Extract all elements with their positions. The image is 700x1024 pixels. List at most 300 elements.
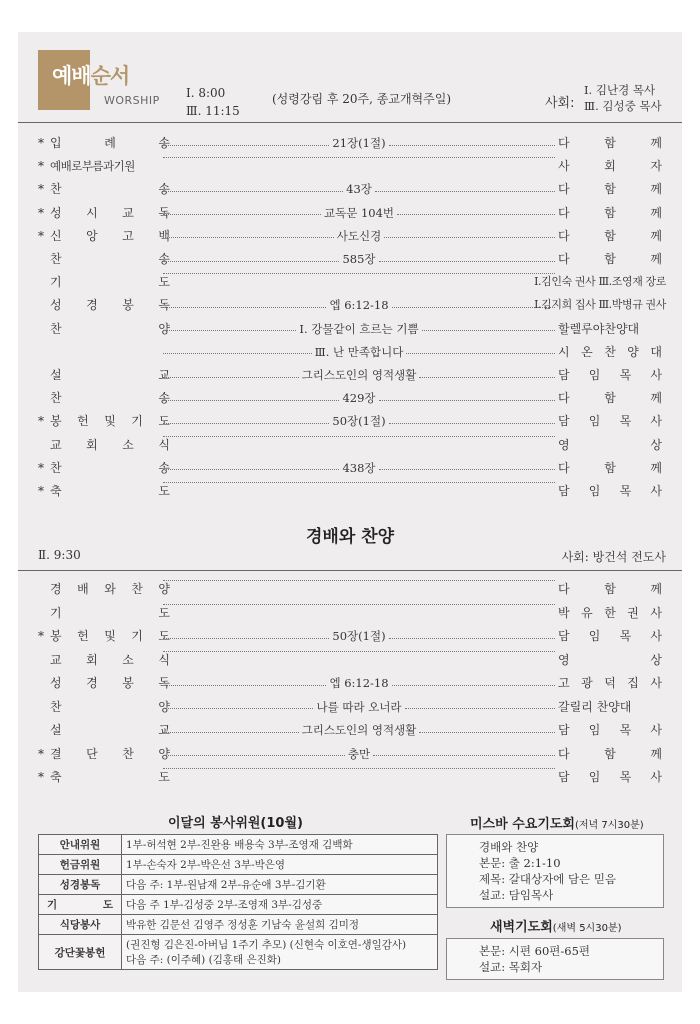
leader-dots — [163, 214, 321, 215]
item-name-char: 식 — [158, 652, 170, 667]
item-name-char: 양 — [158, 582, 170, 596]
item-name-char: 교 — [158, 368, 170, 382]
item-detail — [163, 672, 555, 694]
item-detail — [163, 743, 555, 765]
item-leader — [558, 578, 662, 600]
item-detail — [163, 318, 555, 340]
required-mark: * — [38, 460, 44, 475]
item-leader-char: 사 — [650, 676, 662, 690]
list-item — [18, 719, 682, 741]
item-name-char: 찬 — [50, 699, 62, 714]
volunteer-names: 박유한 김문선 김영주 정성훈 기남숙 윤설희 김미정 — [122, 915, 438, 935]
dawn-prayer-box — [446, 938, 664, 980]
item-name-char: 백 — [158, 228, 170, 243]
list-item — [18, 578, 682, 600]
item-name-char: 경 — [50, 582, 62, 596]
item-name-char: 도 — [158, 484, 170, 498]
leader-dots — [163, 330, 296, 331]
item-leader-char: 영 — [558, 437, 570, 452]
item-detail-text: 438장 — [342, 460, 376, 475]
item-leader-char: 사 — [650, 629, 662, 643]
leader-dots — [163, 708, 313, 709]
list-item — [18, 155, 682, 177]
item-leader — [558, 743, 662, 765]
item-detail — [163, 341, 555, 363]
item-name-char: 고 — [122, 228, 134, 243]
item-leader-char: 고 — [558, 676, 570, 690]
section2-time: Ⅱ. 9:30 — [38, 548, 81, 562]
leader-dots — [163, 638, 329, 639]
item-name — [50, 294, 170, 316]
item-leader-char: 다 — [558, 252, 570, 266]
list-item — [18, 271, 682, 293]
item-detail-text: 그리스도인의 영적생활 — [301, 368, 417, 382]
item-leader-char: 담 — [558, 484, 570, 498]
item-leader — [558, 248, 662, 270]
item-leader-char: 상 — [650, 652, 662, 667]
item-leader — [558, 457, 662, 479]
item-detail-text: 50장(1절) — [332, 414, 386, 429]
item-name — [50, 625, 170, 647]
item-name-char: 독 — [158, 298, 170, 313]
leader-dots — [389, 145, 555, 146]
item-leader — [558, 719, 662, 741]
volunteer-role: 헌금위원 — [39, 855, 122, 875]
item-detail — [163, 434, 555, 435]
item-name-char: 봉 — [50, 414, 62, 429]
item-detail-text: 그리스도인의 영적생활 — [301, 723, 417, 737]
item-name-char: 신 — [50, 228, 62, 243]
item-detail — [163, 410, 555, 432]
item-name-char: 시 — [86, 205, 98, 220]
item-leader-char: 다 — [558, 391, 570, 406]
leader-dots — [163, 261, 339, 262]
item-name-char: 기 — [131, 414, 143, 429]
service-time-1: Ⅰ. 8:00 — [186, 86, 226, 100]
dawn-line: 설교: 목회자 — [479, 960, 543, 974]
item-name — [50, 743, 170, 765]
list-item — [18, 743, 682, 765]
required-mark: * — [38, 136, 44, 150]
volunteer-role: 기 도 — [39, 895, 122, 915]
item-leader-char: 시 — [558, 344, 570, 359]
leader-dots — [405, 708, 555, 709]
item-name-char: 설 — [50, 723, 62, 737]
volunteer-role: 식당봉사 — [39, 915, 122, 935]
volunteer-names: 다음 주: 1부-원남재 2부-유순애 3부-김기환 — [122, 875, 438, 895]
item-leader-char: 임 — [588, 723, 601, 737]
leader-dots — [163, 237, 334, 238]
table-row — [39, 835, 438, 855]
item-leader-char: 한 — [604, 605, 616, 620]
item-leader-char: 찬 — [604, 344, 616, 359]
item-name — [50, 225, 170, 247]
item-leader-char: 유 — [581, 605, 593, 620]
item-leader-char: 영 — [558, 652, 570, 667]
leader-dots — [163, 307, 326, 308]
item-detail — [163, 155, 555, 156]
list-item — [18, 387, 682, 409]
item-detail-text: 429장 — [342, 391, 376, 406]
item-leader-char: 께 — [650, 391, 662, 406]
list-item — [18, 248, 682, 270]
item-name — [50, 248, 170, 270]
item-leader-char: 께 — [650, 136, 662, 150]
item-leader-char: 께 — [650, 228, 662, 243]
item-detail-text: 충만 — [347, 746, 371, 761]
item-leader-char: 다 — [558, 460, 570, 475]
item-leader-char: 온 — [581, 344, 593, 359]
item-leader-char: 담 — [558, 414, 570, 429]
item-name — [50, 457, 170, 479]
item-detail-text: 나를 따라 오너라 — [316, 699, 402, 714]
item-leader — [558, 225, 662, 247]
item-name-char: 기 — [50, 275, 62, 290]
item-leader-char: 담 — [558, 723, 570, 737]
leader-dots — [163, 157, 555, 158]
item-leader-char: 갈릴리 찬양대 — [558, 699, 632, 714]
item-name-char: 회 — [86, 437, 98, 452]
item-detail-text: 21장(1절) — [332, 136, 386, 150]
item-name-char: 봉 — [122, 676, 134, 690]
leader-names: Ⅰ. 김난경 목사 Ⅲ. 김성중 목사 — [584, 83, 662, 113]
item-leader-char: 목 — [619, 368, 632, 382]
item-detail-text: 50장(1절) — [332, 629, 386, 643]
item-detail — [163, 248, 555, 270]
item-detail — [163, 649, 555, 650]
item-name — [50, 387, 170, 409]
item-leader-char: 담 — [558, 368, 570, 382]
list-item — [18, 318, 682, 340]
item-name-char: 식 — [158, 437, 170, 452]
item-name-char: 찬 — [50, 460, 62, 475]
volunteer-role: 강단꽃봉헌 — [39, 935, 122, 970]
item-detail-text: 엡 6:12-18 — [329, 298, 389, 313]
leader-dots — [379, 400, 555, 401]
list-item — [18, 364, 682, 386]
item-name-char: 도 — [158, 605, 170, 620]
item-name-char: 결 — [50, 746, 62, 761]
leader-dots — [163, 423, 329, 424]
leader-dots — [163, 469, 339, 470]
item-name-char: 헌 — [77, 414, 89, 429]
item-name-char: 교 — [158, 723, 170, 737]
item-detail-text: Ⅰ. 강물같이 흐르는 기쁨 — [299, 321, 419, 336]
leader-dots — [163, 353, 312, 354]
item-name-char: 봉 — [50, 629, 62, 643]
item-leader-char: 사 — [650, 605, 662, 620]
item-detail — [163, 480, 555, 481]
item-name — [50, 719, 170, 741]
wednesday-line: 설교: 담임목사 — [479, 888, 554, 902]
volunteer-names: 다음 주 1부-김성중 2부-조영재 3부-김성중 — [122, 895, 438, 915]
required-mark: * — [38, 205, 44, 220]
item-name-char: 앙 — [86, 228, 98, 243]
list-item — [18, 225, 682, 247]
item-name-char: 경 — [86, 676, 98, 690]
item-name-char: 봉 — [122, 298, 134, 313]
leader-dots — [163, 145, 329, 146]
item-name-char: 독 — [158, 205, 170, 220]
item-leader-char: 임 — [588, 414, 601, 429]
item-leader-char: 함 — [604, 136, 616, 150]
item-detail — [163, 602, 555, 603]
item-leader-char: 사 — [650, 484, 662, 498]
item-leader — [558, 672, 662, 694]
volunteer-names: 1부-손숙자 2부-박은선 3부-박은영 — [122, 855, 438, 875]
item-name-char: 회 — [86, 652, 98, 667]
item-leader — [558, 434, 662, 456]
leader-dots — [406, 353, 555, 354]
item-detail — [163, 202, 555, 224]
item-leader-char: 다 — [558, 136, 570, 150]
item-leader: Ⅰ.김지희 집사 Ⅲ.박병규 권사 — [534, 298, 666, 312]
item-name-char: 양 — [158, 699, 170, 714]
item-leader-char: 께 — [650, 205, 662, 220]
item-leader — [558, 602, 662, 624]
section2-title: 경배와 찬양 — [305, 527, 395, 547]
item-name-char: 소 — [122, 437, 134, 452]
item-name-char: 성 — [50, 676, 62, 690]
required-mark: * — [38, 228, 44, 243]
section2-divider — [18, 570, 682, 571]
item-name-char: 찬 — [131, 582, 143, 596]
list-item — [18, 132, 682, 154]
item-name-char: 도 — [158, 275, 170, 290]
item-leader-char: 함 — [604, 746, 616, 761]
item-leader-char: 상 — [650, 437, 662, 452]
item-detail-text: 사도신경 — [336, 228, 382, 243]
volunteer-names: 1부-허석현 2부-진완용 배용숙 3부-조영재 김백화 — [122, 835, 438, 855]
item-leader — [558, 387, 662, 409]
item-name-char: 설 — [50, 368, 62, 382]
item-name-char: 성 — [50, 298, 62, 313]
item-leader — [558, 625, 662, 647]
item-detail — [163, 132, 555, 154]
dawn-line: 본문: 시편 60편-65편 — [479, 944, 590, 958]
item-leader-char: 임 — [588, 770, 601, 784]
list-item — [18, 480, 682, 502]
item-name-char: 소 — [122, 652, 134, 667]
item-leader-char: 다 — [558, 746, 570, 761]
list-item — [18, 457, 682, 479]
item-name-char: 송 — [158, 182, 170, 197]
item-name — [50, 364, 170, 386]
item-detail — [163, 364, 555, 386]
item-leader-char: 광 — [581, 676, 593, 690]
leader-dots — [163, 685, 326, 686]
leader-dots — [163, 482, 555, 483]
table-row — [39, 915, 438, 935]
item-leader-char: 사 — [650, 368, 662, 382]
item-leader-char: 사 — [558, 159, 570, 174]
leader-dots — [163, 651, 555, 652]
leader-dots — [384, 237, 555, 238]
list-item — [18, 434, 682, 456]
leader-dots — [379, 469, 555, 470]
item-leader-char: 목 — [619, 770, 632, 784]
wednesday-line: 제목: 갈대상자에 담은 믿음 — [479, 872, 617, 886]
list-item — [18, 672, 682, 694]
leader-dots — [379, 261, 555, 262]
item-name — [50, 178, 170, 200]
item-leader-char: 사 — [650, 414, 662, 429]
list-item — [18, 410, 682, 432]
section2-leader: 사회: 방건석 전도사 — [561, 550, 666, 564]
item-name — [50, 155, 170, 177]
list-item — [18, 649, 682, 671]
item-name-char: 도 — [158, 414, 170, 429]
item-name-char: 독 — [158, 676, 170, 690]
service-times — [186, 84, 240, 120]
item-name-char: 찬 — [50, 182, 62, 197]
required-mark: * — [38, 484, 44, 498]
item-name-char: 경 — [86, 298, 98, 313]
item-leader — [558, 480, 662, 502]
item-leader-char: 다 — [558, 582, 570, 596]
item-leader — [558, 766, 662, 788]
item-detail-text: 585장 — [342, 252, 376, 266]
item-leader-char: 목 — [619, 629, 632, 643]
item-leader — [558, 318, 662, 340]
item-name — [50, 410, 170, 432]
item-leader-char: 임 — [588, 368, 601, 382]
worship-logo — [38, 50, 178, 112]
item-leader-char: 목 — [619, 723, 632, 737]
item-name-char: 축 — [50, 770, 62, 784]
item-name-char: 찬 — [50, 391, 62, 406]
item-leader-char: 께 — [650, 746, 662, 761]
item-name — [50, 766, 170, 788]
table-row — [39, 855, 438, 875]
item-name-char: 입 — [50, 136, 62, 150]
item-name-char: 기 — [131, 629, 143, 643]
item-leader — [558, 341, 662, 363]
item-name-char: 송 — [158, 391, 170, 406]
item-leader-char: 함 — [604, 460, 616, 475]
item-detail — [163, 225, 555, 247]
item-name-char: 찬 — [50, 321, 62, 336]
item-leader — [558, 696, 662, 718]
leader-dots — [163, 436, 555, 437]
item-name — [50, 649, 170, 671]
volunteer-role: 안내위원 — [39, 835, 122, 855]
leader-dots — [163, 377, 299, 378]
item-detail — [163, 625, 555, 647]
item-name-char: 양 — [158, 746, 170, 761]
item-leader-char: 께 — [650, 460, 662, 475]
required-mark: * — [38, 159, 44, 174]
service-time-3: Ⅲ. 11:15 — [186, 104, 240, 118]
list-item — [18, 696, 682, 718]
item-leader-char: 께 — [650, 582, 662, 596]
required-mark: * — [38, 182, 44, 197]
wednesday-line: 본문: 출 2:1-10 — [479, 856, 561, 870]
item-leader-char: 담 — [558, 770, 570, 784]
item-name — [50, 578, 170, 600]
item-leader — [558, 132, 662, 154]
item-name — [50, 271, 170, 293]
item-name-char: 헌 — [77, 629, 89, 643]
item-leader-char: 임 — [588, 629, 601, 643]
table-row — [39, 935, 438, 970]
leader-dots — [163, 191, 343, 192]
leader-dots — [163, 580, 555, 581]
item-name — [50, 202, 170, 224]
header-divider — [18, 122, 682, 123]
item-name-char: 단 — [86, 746, 98, 761]
item-leader — [558, 202, 662, 224]
wednesday-prayer-box — [446, 834, 664, 908]
item-detail — [163, 178, 555, 200]
leader-dots — [375, 191, 555, 192]
item-leader-char: 양 — [627, 344, 639, 359]
item-leader-char: 덕 — [604, 676, 616, 690]
item-detail — [163, 457, 555, 479]
list-item — [18, 625, 682, 647]
item-name-char: 양 — [158, 321, 170, 336]
item-name-char: 례 — [104, 136, 116, 150]
item-leader-char: 회 — [604, 159, 616, 174]
item-name — [50, 318, 170, 340]
item-leader-char: 다 — [558, 205, 570, 220]
leader-dots — [163, 732, 299, 733]
volunteers-table — [38, 834, 438, 970]
item-name-char: 예배로부름과기원 — [50, 159, 135, 174]
volunteer-role: 성경봉독 — [39, 875, 122, 895]
table-row — [39, 875, 438, 895]
item-name-char: 찬 — [50, 252, 62, 266]
item-leader-char: 사 — [650, 770, 662, 784]
item-name-char: 도 — [158, 629, 170, 643]
item-name-char: 교 — [50, 437, 62, 452]
leader-dots — [419, 732, 555, 733]
list-item — [18, 341, 682, 363]
item-name-char: 송 — [158, 252, 170, 266]
item-name — [50, 480, 170, 502]
wednesday-prayer-title: 미스바 수요기도회(저녁 7시30분) — [470, 817, 644, 832]
item-name-char: 교 — [50, 652, 62, 667]
item-leader-char: 임 — [588, 484, 601, 498]
item-leader-char: 께 — [650, 252, 662, 266]
item-name-char: 및 — [104, 414, 116, 429]
dawn-prayer-title: 새벽기도회(새벽 5시30분) — [490, 920, 622, 935]
item-name-char: 와 — [104, 582, 116, 596]
leader-dots — [163, 400, 339, 401]
item-leader-char: 함 — [604, 391, 616, 406]
leader-dots — [392, 685, 555, 686]
leader-label: 사회: — [545, 96, 575, 111]
leader-dots — [389, 423, 555, 424]
item-name-char: 송 — [158, 136, 170, 150]
item-leader-char: 께 — [650, 182, 662, 197]
required-mark: * — [38, 629, 44, 643]
leader-dots — [419, 377, 555, 378]
item-leader: Ⅰ.김인숙 권사 Ⅲ.조영재 장로 — [534, 275, 666, 289]
item-leader — [558, 649, 662, 671]
item-name-char: 송 — [158, 460, 170, 475]
item-name — [50, 434, 170, 456]
item-name — [50, 696, 170, 718]
liturgical-note: (성령강림 후 20주, 종교개혁주일) — [272, 92, 451, 106]
item-leader-char: 할렐루야찬양대 — [558, 321, 640, 336]
item-name-char: 기 — [50, 605, 62, 620]
leader-dots — [163, 768, 555, 769]
leader-dots — [373, 755, 555, 756]
item-detail — [163, 696, 555, 718]
item-name-char: 배 — [77, 582, 89, 596]
item-leader-char: 함 — [604, 182, 616, 197]
